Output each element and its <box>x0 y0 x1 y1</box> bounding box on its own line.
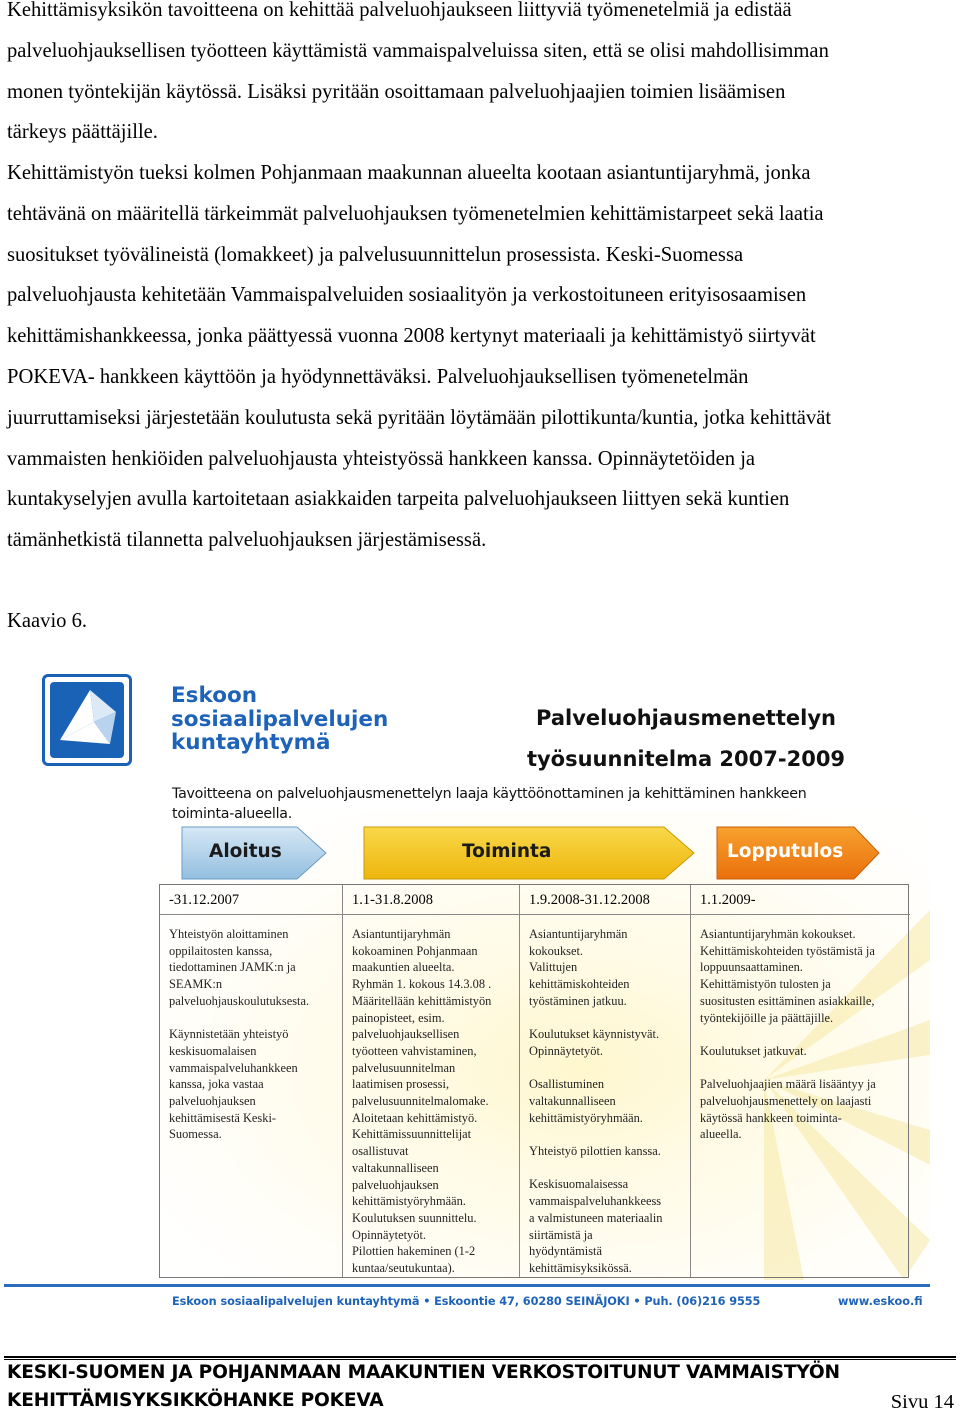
timeline-column <box>690 885 910 1277</box>
paragraph-1 <box>7 0 955 153</box>
figure-title: Palveluohjausmenettelyn työsuunnitelma 2007-2009 <box>526 706 846 771</box>
column-body: Asiantuntijaryhmän kokoaminen Pohjanmaan maakuntien alueelta. Ryhmän 1. kokous 14.3.08 . Määritellään kehittämistyön painopisteet, esim. palveluohjauksellisen työotteen vahvistaminen, palvelusuunnitelman laatimisen prosessi, palvelusuunnitelmalomake. Aloitetaan kehittämistyö. Kehittämissuunnittelijat osallistuvat valtakunnalliseen palveluohjauksen kehittämistyöryhmään. Koulutuksen suunnittelu. Opinnäytetyöt. Pilottien hakeminen (1-2 kuntaa/seutukuntaa). <box>352 927 492 1276</box>
paragraph-2 <box>7 153 955 561</box>
column-body: Yhteistyön aloittaminen oppilaitosten kanssa, tiedottaminen JAMK:n ja SEAMK:n palveluohjauskoulutuksesta. Käynnistetään yhteistyö keskisuomalaisen vammaispalveluhankkeen kanssa, joka vastaa palveluohjauksen kehittämisestä Keski- Suomessa. <box>169 927 310 1142</box>
footer-title-line-1: KESKI-SUOMEN JA POHJANMAAN MAAKUNTIEN VERKOSTOITUNUT VAMMAISTYÖN <box>7 1362 840 1383</box>
text-line: POKEVA- hankkeen käyttöön ja hyödynnettäväksi. Palveluohjauksellisen työmenetelmän <box>7 365 749 388</box>
text-line: juurruttamiseksi järjestetään koulutusta sekä pyritään löytämään pilottikunta/kuntia, jotka kehittävät <box>7 406 832 429</box>
text-line: monen työntekijän käytössä. Lisäksi pyritään osoittamaan palveluohjaajien toimien lisäämisen <box>7 80 786 103</box>
text-line: Kehittämistyön tueksi kolmen Pohjanmaan maakunnan alueelta kootaan asiantuntijaryhmä, jonka <box>7 162 811 184</box>
text-line: kuntakyselyjen avulla kartoitetaan asiakkaiden tarpeita palveluohjaukseen liittyen sekä kuntien <box>7 488 790 511</box>
footer-rule <box>4 1359 956 1360</box>
figure-footer-rule <box>4 1284 930 1287</box>
phase-label-lopputulos: Lopputulos <box>727 841 844 862</box>
goal-statement: Tavoitteena on palveluohjausmenettelyn laaja käyttöönottaminen ja kehittäminen hankkeen toiminta-alueella. <box>172 786 807 822</box>
organization-name: Eskoon sosiaalipalvelujen kuntayhtymä <box>171 683 389 755</box>
footer-title-line-2: KEHITTÄMISYKSIKKÖHANKE POKEVA <box>7 1390 384 1411</box>
text-line: kehittämishankkeessa, jonka päättyessä vuonna 2008 kertynyt materiaali ja kehittämistyö siirtyvät <box>7 325 816 348</box>
timeline-column <box>342 885 519 1277</box>
timeline-column <box>160 885 342 1277</box>
text-line: tärkeys päättäjille. <box>7 121 158 144</box>
text-line: palveluohjauksellisen työotteen käyttämistä vammaispalveluissa siten, että se olisi mahdollisimman <box>7 39 829 62</box>
timeline-table <box>159 884 909 1278</box>
phase-label-toiminta: Toiminta <box>462 841 552 862</box>
column-body: Asiantuntijaryhmän kokoukset. Kehittämiskohteiden työstämistä ja loppuunsaattaminen. Kehittämistyön tulosten ja suositusten esittäminen asiakkaille, työntekijöille ja päättäjille. Koulutukset jatkuvat. Palveluohjaajien määrä lisääntyy ja palveluohjausmenettely on laajasti käytössä hankkeen toiminta- alueella. <box>700 927 876 1142</box>
column-header: 1.1.2009- <box>691 885 910 915</box>
text-line: Kehittämisyksikön tavoitteena on kehittää palveluohjaukseen liittyviä työmenetelmiä ja edistää <box>7 0 792 21</box>
figure-footer-address: Eskoon sosiaalipalvelujen kuntayhtymä • Eskoontie 47, 60280 SEINÄJOKI • Puh. (06)216 9555 <box>172 1295 761 1308</box>
column-header: 1.9.2008-31.12.2008 <box>520 885 690 915</box>
work-plan-figure <box>4 660 930 1320</box>
figure-footer-url: www.eskoo.fi <box>838 1295 923 1308</box>
text-line: tehtävänä on määritellä tärkeimmät palveluohjauksen työmenetelmien kehittämistarpeet sekä laatia <box>7 202 824 225</box>
text-line: tämänhetkistä tilannetta palveluohjauksen järjestämisessä. <box>7 529 487 552</box>
column-body: Asiantuntijaryhmän kokoukset. Valittujen kehittämiskohteiden työstäminen jatkuu. Koulutukset käynnistyvät. Opinnäytetyöt. Osallistuminen valtakunnalliseen kehittämistyöryhmään. Yhteistyö pilottien kanssa. Keskisuomalaisessa vammaispalveluhankkeess a valmistuneen materiaalin siirtämistä ja hyödyntämistä kehittämisyksikössä. <box>529 927 663 1275</box>
column-header: -31.12.2007 <box>160 885 342 915</box>
figure-caption: Kaavio 6. <box>7 610 88 632</box>
phase-label-aloitus: Aloitus <box>209 841 282 862</box>
text-line: suositukset työvälineistä (lomakkeet) ja palvelusuunnittelun prosessista. Keski-Suomessa <box>7 243 744 266</box>
timeline-column <box>519 885 690 1277</box>
column-header: 1.1-31.8.2008 <box>343 885 519 915</box>
page-number: Sivu 14 <box>890 1391 954 1412</box>
text-line: palveluohjausta kehitetään Vammaispalveluiden sosiaalityön ja verkostoituneen erityisosaamisen <box>7 284 807 307</box>
footer-rule <box>4 1356 956 1358</box>
text-line: vammaisten henkiöiden palveluohjausta yhteistyössä hankkeen kanssa. Opinnäytetöiden ja <box>7 447 756 470</box>
